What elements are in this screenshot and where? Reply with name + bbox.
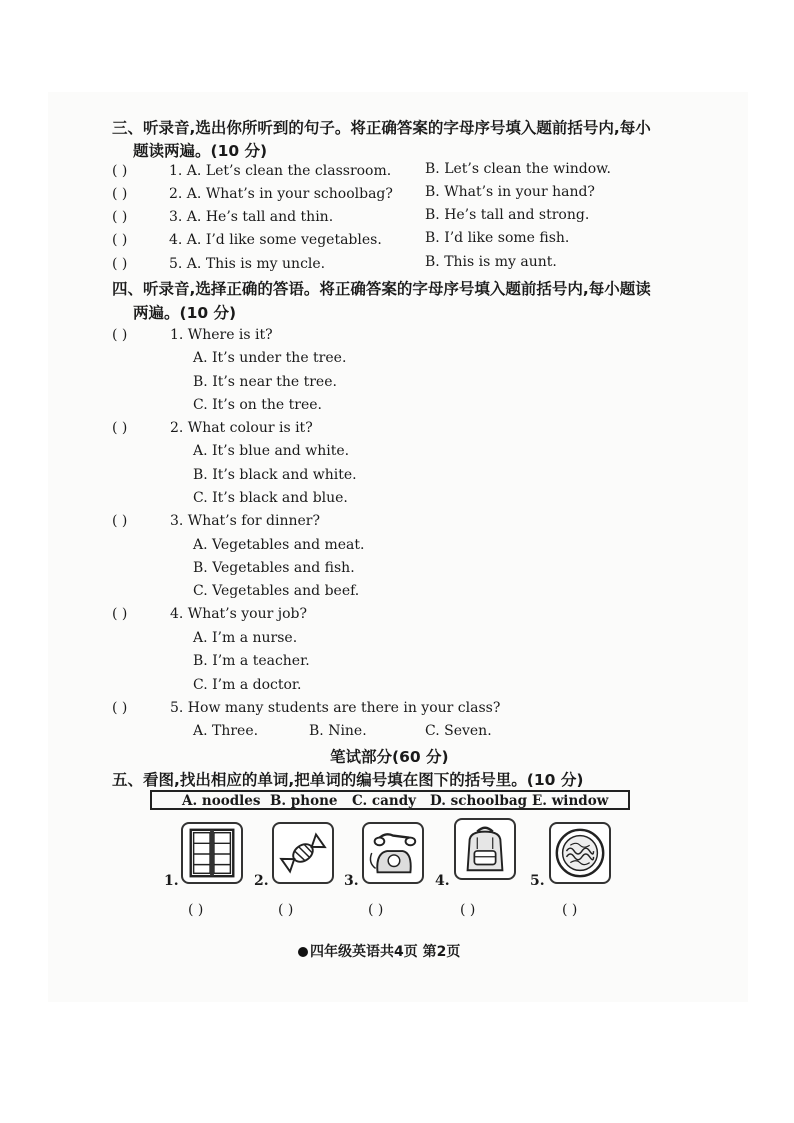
- answer-blank[interactable]: ( ): [278, 902, 294, 918]
- option-a: 2. A. What’s in your schoolbag?: [169, 186, 393, 202]
- section3-title-line1: 三、听录音,选出你所听到的句子。将正确答案的字母序号填入题前括号内,每小: [112, 119, 651, 137]
- option-a: A. It’s under the tree.: [193, 350, 347, 366]
- schoolbag-icon: [454, 818, 516, 880]
- answer-blank[interactable]: ( ): [562, 902, 578, 918]
- option-c: C. It’s black and blue.: [193, 490, 348, 506]
- answer-paren[interactable]: ( ): [112, 186, 128, 202]
- option-a: A. It’s blue and white.: [193, 443, 350, 459]
- question: 3. What’s for dinner?: [170, 513, 320, 529]
- answer-paren[interactable]: ( ): [112, 513, 128, 529]
- word-option: C. candy: [352, 793, 416, 809]
- option-c: C. Seven.: [425, 723, 492, 739]
- page-footer: [298, 941, 460, 961]
- question: 1. Where is it?: [170, 327, 273, 343]
- option-a: 3. A. He’s tall and thin.: [169, 209, 334, 225]
- option-b: B. It’s black and white.: [193, 467, 357, 483]
- section4-title-line2: 两遍。(10 分): [133, 304, 237, 322]
- option-a: A. I’m a nurse.: [193, 630, 298, 646]
- word-option: D. schoolbag: [430, 793, 528, 809]
- option-a: 4. A. I’d like some vegetables.: [169, 232, 382, 248]
- option-a: 5. A. This is my uncle.: [169, 256, 326, 272]
- picture-number: 5.: [530, 873, 545, 889]
- section5-title: 五、看图,找出相应的单词,把单词的编号填在图下的括号里。(10 分): [112, 771, 584, 789]
- window-icon: [181, 822, 243, 884]
- option-b: B. Let’s clean the window.: [425, 161, 611, 177]
- option-c: C. Vegetables and beef.: [193, 583, 360, 599]
- option-b: B. This is my aunt.: [425, 254, 557, 270]
- answer-blank[interactable]: ( ): [368, 902, 384, 918]
- answer-paren[interactable]: ( ): [112, 232, 128, 248]
- picture-number: 4.: [435, 873, 450, 889]
- written-part-title: 笔试部分(60 分): [330, 748, 449, 766]
- option-b: B. It’s near the tree.: [193, 374, 337, 390]
- option-b: B. Vegetables and fish.: [193, 560, 355, 576]
- option-a: 1. A. Let’s clean the classroom.: [169, 163, 392, 179]
- picture-number: 1.: [164, 873, 179, 889]
- word-option: B. phone: [270, 793, 338, 809]
- picture-number: 3.: [344, 873, 359, 889]
- option-b: B. Nine.: [309, 723, 367, 739]
- option-b: B. What’s in your hand?: [425, 184, 595, 200]
- picture-number: 2.: [254, 873, 269, 889]
- answer-paren[interactable]: ( ): [112, 256, 128, 272]
- option-c: C. It’s on the tree.: [193, 397, 322, 413]
- word-bank: [150, 790, 630, 810]
- answer-paren[interactable]: ( ): [112, 327, 128, 343]
- option-b: B. I’d like some fish.: [425, 230, 570, 246]
- option-a: A. Three.: [193, 723, 259, 739]
- answer-blank[interactable]: ( ): [460, 902, 476, 918]
- answer-paren[interactable]: ( ): [112, 209, 128, 225]
- footer-text: 四年级英语共4页 第2页: [310, 944, 461, 960]
- word-option: E. window: [532, 793, 609, 809]
- answer-paren[interactable]: ( ): [112, 700, 128, 716]
- option-c: C. I’m a doctor.: [193, 677, 302, 693]
- section4-title-line1: 四、听录音,选择正确的答语。将正确答案的字母序号填入题前括号内,每小题读: [112, 280, 651, 298]
- question: 4. What’s your job?: [170, 606, 308, 622]
- phone-icon: [362, 822, 424, 884]
- question: 5. How many students are there in your class?: [170, 700, 501, 716]
- word-option: A. noodles: [182, 793, 261, 809]
- section3-title-line2: 题读两遍。(10 分): [133, 142, 268, 160]
- option-b: B. I’m a teacher.: [193, 653, 310, 669]
- bullet-dot-icon: [298, 947, 308, 957]
- question: 2. What colour is it?: [170, 420, 313, 436]
- option-b: B. He’s tall and strong.: [425, 207, 590, 223]
- answer-paren[interactable]: ( ): [112, 606, 128, 622]
- answer-paren[interactable]: ( ): [112, 163, 128, 179]
- candy-icon: [272, 822, 334, 884]
- option-a: A. Vegetables and meat.: [193, 537, 365, 553]
- answer-blank[interactable]: ( ): [188, 902, 204, 918]
- answer-paren[interactable]: ( ): [112, 420, 128, 436]
- noodles-icon: [549, 822, 611, 884]
